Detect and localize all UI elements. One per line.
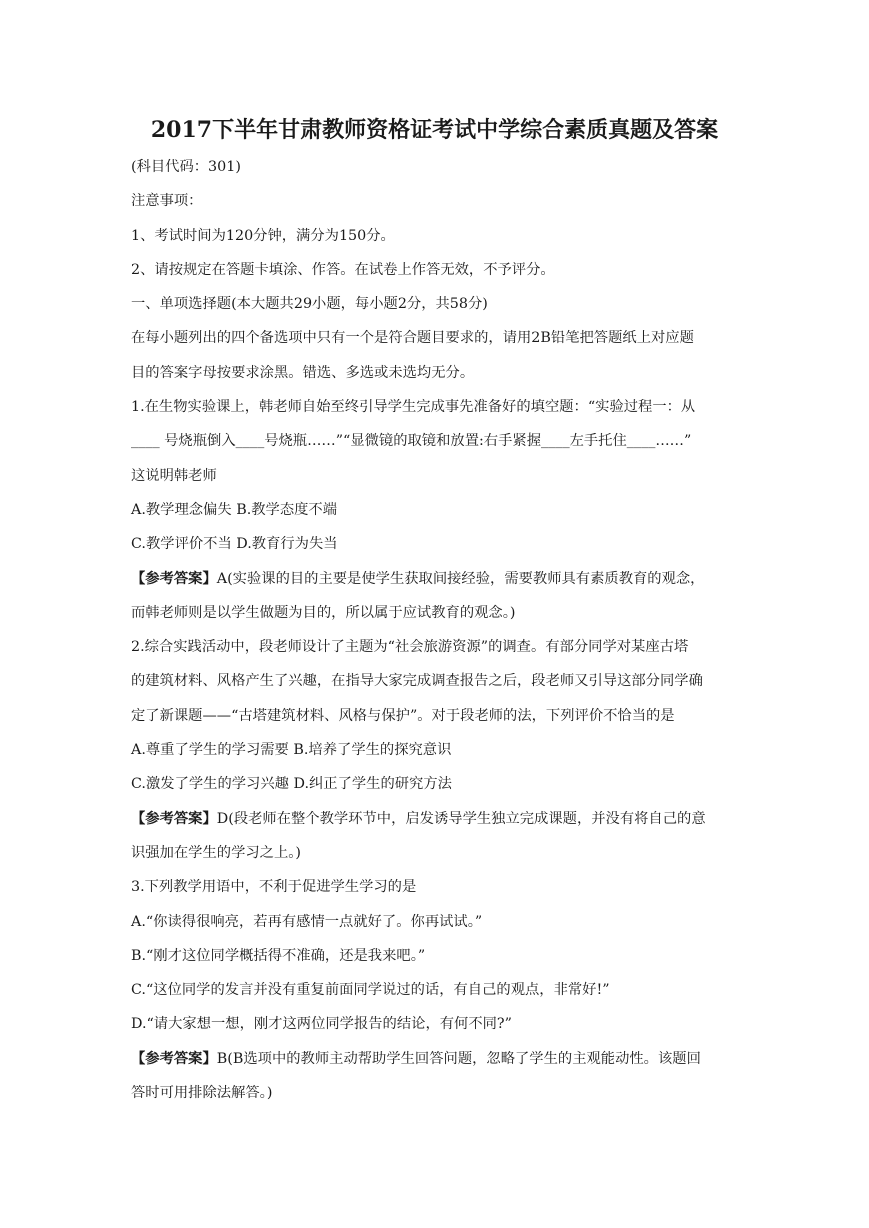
question-stem: ____ 号烧瓶倒入____号烧瓶……”“显微镜的取镜和放置:右手紧握____左手托住____……”: [131, 433, 692, 450]
question-options: A.教学理念偏失 B.教学态度不端: [131, 501, 338, 518]
question-stem: 这说明韩老师: [131, 467, 217, 484]
subject-code: (科目代码：301): [131, 159, 241, 175]
question-option: D.“请大家想一想，刚才这两位同学报告的结论，有何不同?”: [131, 1016, 512, 1033]
document-title: 2017下半年甘肃教师资格证考试中学综合素质真题及答案: [150, 117, 719, 143]
section-instruction: 目的答案字母按要求涂黑。错选、多选或未选均无分。: [131, 364, 475, 381]
question-options: C.教学评价不当 D.教育行为失当: [131, 536, 338, 553]
answer-tag: 【参考答案】: [131, 1050, 217, 1067]
question-stem: 3.下列教学用语中，不利于促进学生学习的是: [131, 879, 417, 896]
answer-line: [131, 1042, 743, 1076]
answer-text: D(段老师在整个教学环节中，启发诱导学生独立完成课题，并没有将自己的意: [216, 810, 706, 827]
question-stem: 1.在生物实验课上，韩老师自始至终引导学生完成事先准备好的填空题：“实验过程一：从: [131, 399, 696, 416]
question-stem: 2.综合实践活动中，段老师设计了主题为“社会旅游资源”的调查。有部分同学对某座古塔: [131, 639, 689, 656]
question-option: A.“你读得很响亮，若再有感情一点就好了。你再试试。”: [131, 913, 483, 930]
notice-item: 2、请按规定在答题卡填涂、作答。在试卷上作答无效，不予评分。: [131, 261, 555, 278]
question-option: B.“刚才这位同学概括得不准确，还是我来吧。”: [131, 947, 426, 964]
document-body: [131, 150, 743, 1110]
section-heading: 一、单项选择题(本大题共29小题，每小题2分，共58分): [131, 296, 488, 313]
notice-item: 1、考试时间为120分钟，满分为150分。: [131, 227, 395, 244]
answer-line: 答时可用排除法解答。): [131, 1085, 273, 1102]
question-stem: 定了新课题——“古塔建筑材料、风格与保护”。对于段老师的法，下列评价不恰当的是: [131, 707, 675, 724]
notice-heading: 注意事项：: [131, 193, 203, 210]
answer-text: A(实验课的目的主要是使学生获取间接经验，需要教师具有素质教育的观念，: [216, 570, 705, 587]
question-stem: 的建筑材料、风格产生了兴趣，在指导大家完成调查报告之后，段老师又引导这部分同学确: [131, 673, 703, 690]
answer-tag: 【参考答案】: [131, 810, 217, 827]
question-options: C.激发了学生的学习兴趣 D.纠正了学生的研究方法: [131, 776, 452, 793]
question-option: C.“这位同学的发言并没有重复前面同学说过的话，有自己的观点，非常好!”: [131, 982, 610, 999]
question-options: A.尊重了学生的学习需要 B.培养了学生的探究意识: [131, 742, 452, 759]
answer-line: 识强加在学生的学习之上。): [131, 844, 301, 861]
answer-line: 而韩老师则是以学生做题为目的，所以属于应试教育的观念。): [131, 604, 516, 621]
answer-line: [131, 802, 743, 836]
section-instruction: 在每小题列出的四个备选项中只有一个是符合题目要求的，请用2B铅笔把答题纸上对应题: [131, 330, 694, 347]
answer-text: B(B选项中的教师主动帮助学生回答问题，忽略了学生的主观能动性。该题回: [216, 1050, 701, 1067]
answer-line: [131, 562, 743, 596]
answer-tag: 【参考答案】: [131, 570, 217, 587]
